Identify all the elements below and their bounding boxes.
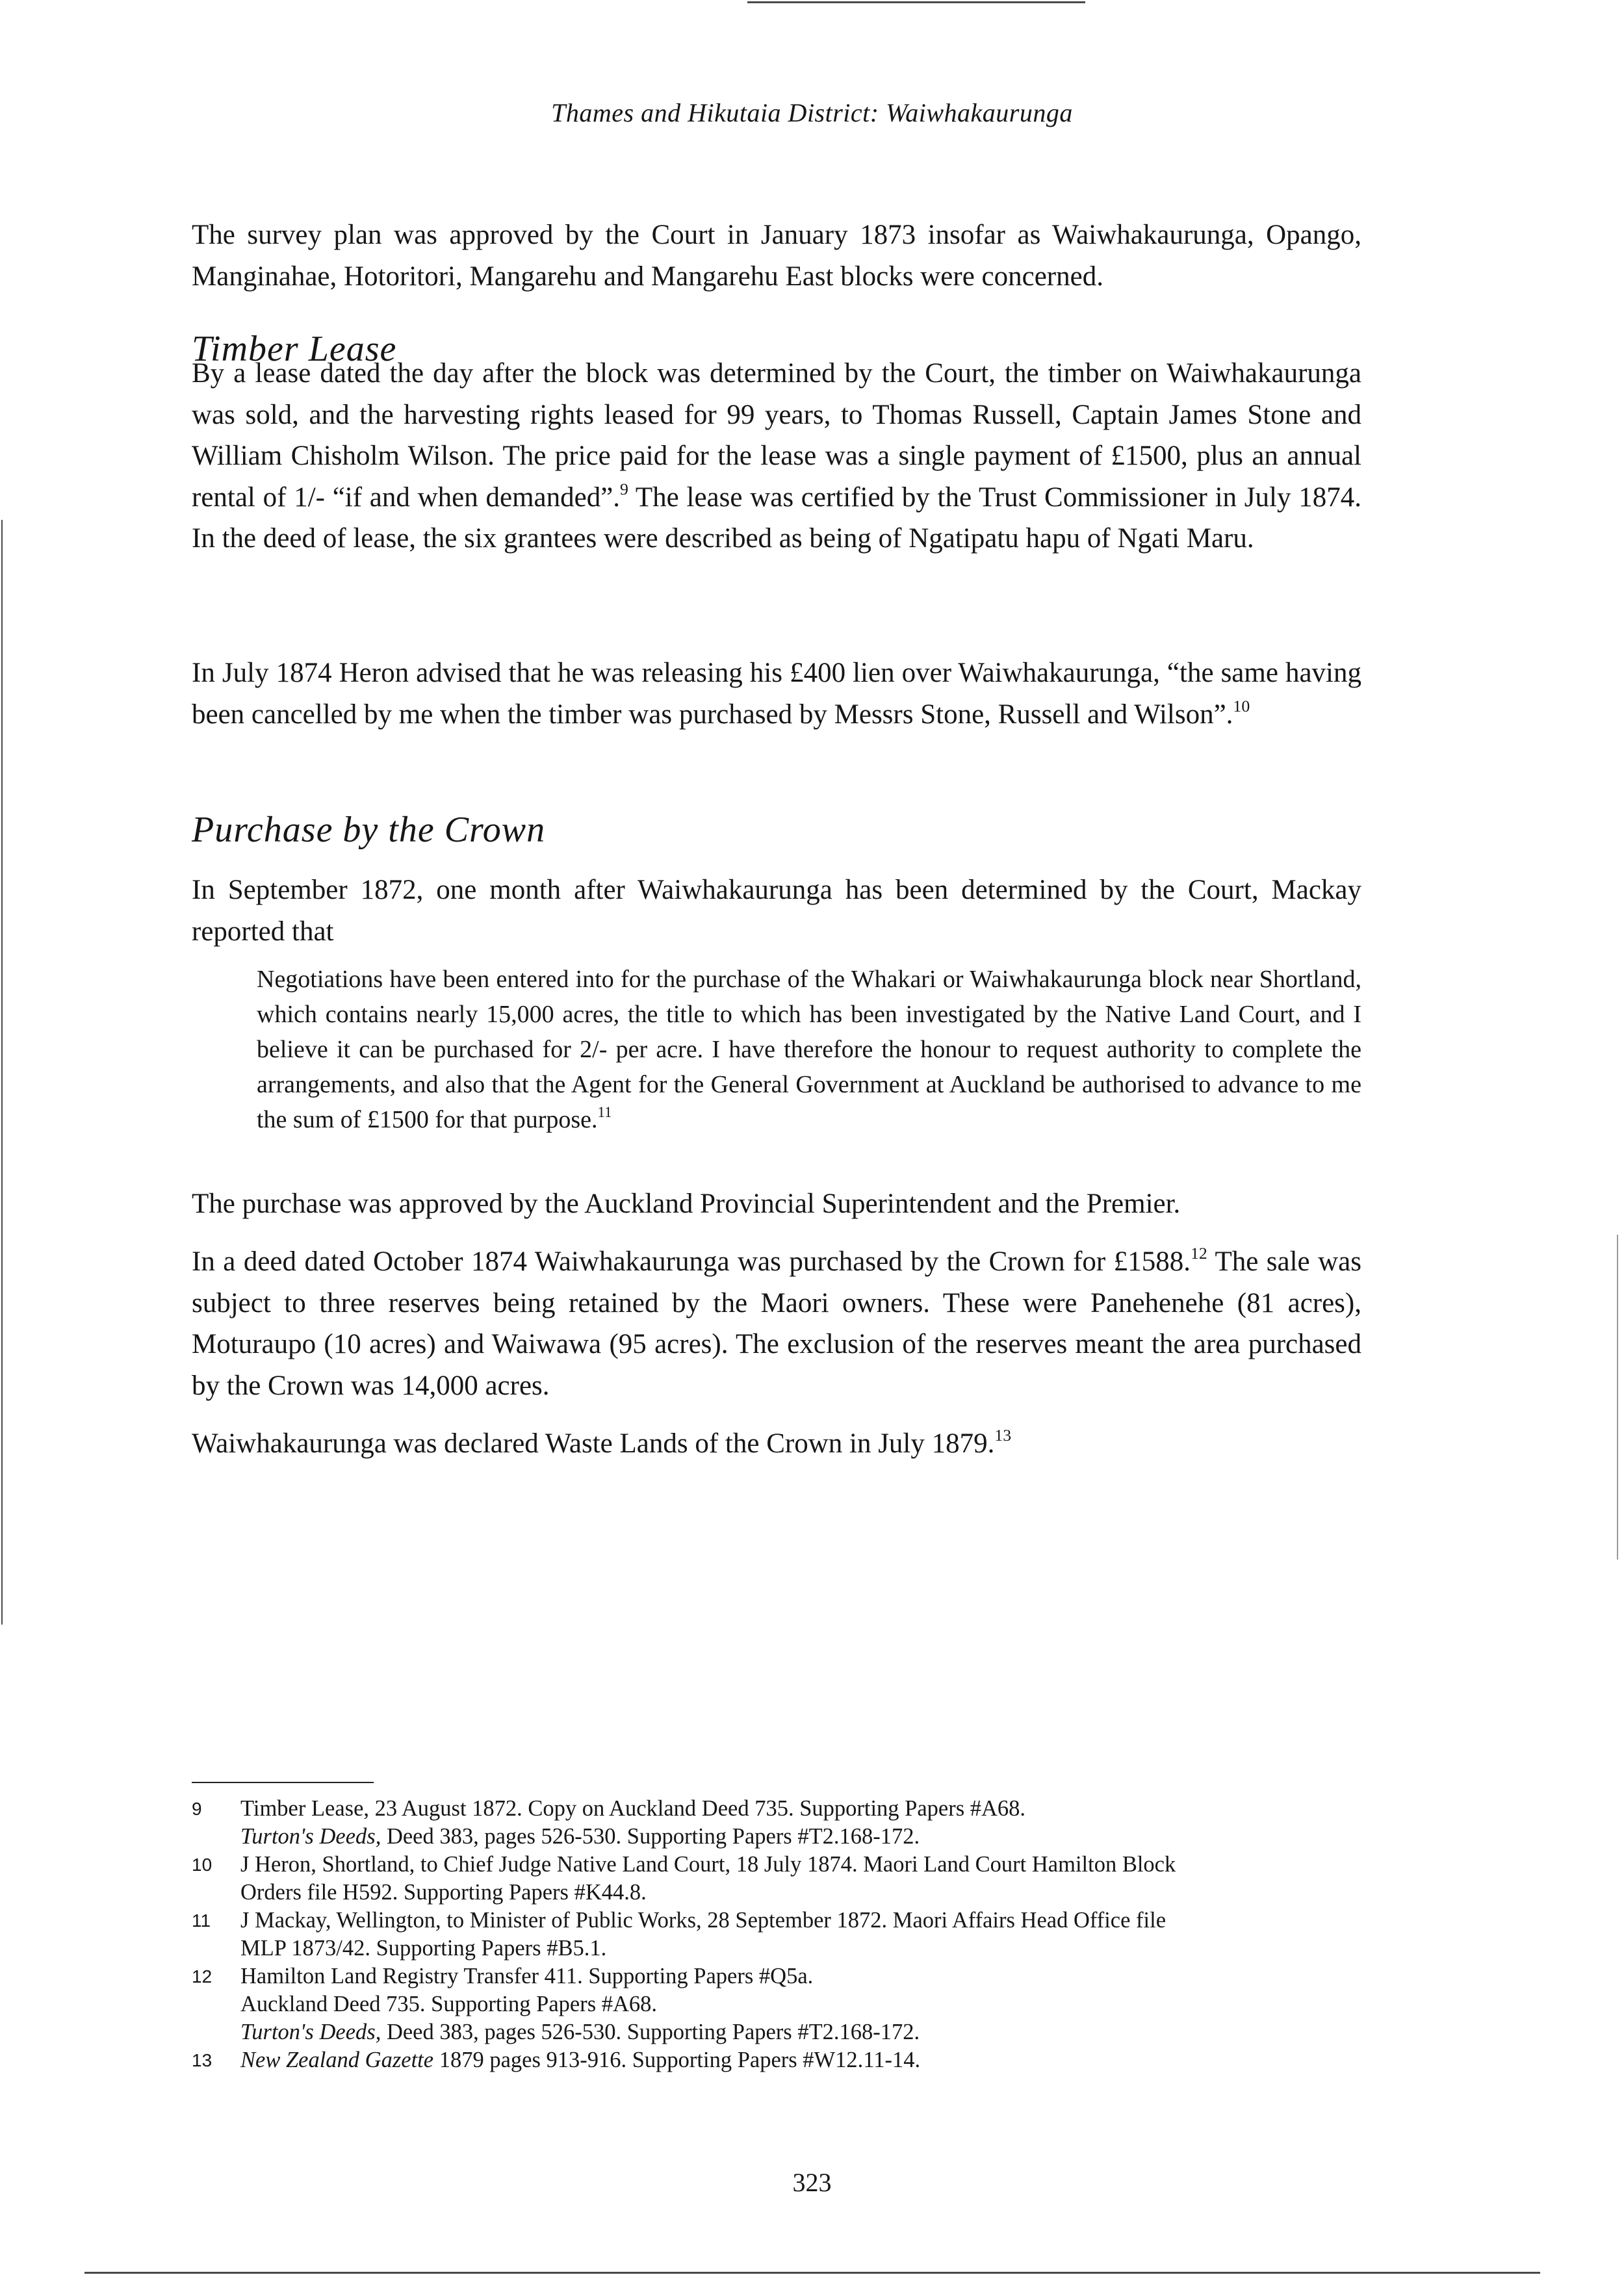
footnote-line (240, 1823, 1374, 1851)
footnote-line: Auckland Deed 735. Supporting Papers #A68. (240, 1992, 658, 2016)
footnote-line: J Mackay, Wellington, to Minister of Public Works, 28 September 1872. Maori Affairs Head Office file (240, 1908, 1166, 1933)
footnote-10 (192, 1851, 1374, 1907)
footnote-text (240, 2046, 1374, 2074)
heading-purchase-by-the-crown: Purchase by the Crown (192, 810, 546, 850)
footnote-italic-title: Turton's Deeds, (240, 1824, 381, 1849)
footnote-number: 13 (192, 2050, 213, 2070)
footnote-text (240, 1795, 1374, 1851)
footnote-line: Hamilton Land Registry Transfer 411. Supporting Papers #Q5a. (240, 1964, 814, 1988)
purchase-paragraph-3-tail: The sale was subject to three reserves being retained by the Maori owners. These were Panehenehe (81 acres), Moturaupo (10 acres) and Waiwawa (95 acres). The exclusion of the reserves meant the area purchased by the Crown was 14,000 acres. (192, 1246, 1361, 1401)
block-quote-text: Negotiations have been entered into for the purchase of the Whakari or Waiwhakaurunga block near Shortland, which contains nearly 15,000 acres, the title to which has been investigated by the Native Land Court, and I believe it can be purchased for 2/- per acre. I have therefore the honour to request authority to complete the arrangements, and also that the Agent for the General Government at Auckland be authorised to advance to me the sum of £1500 for that purpose. (257, 966, 1361, 1133)
footnote-ref-11[interactable]: 11 (597, 1104, 612, 1121)
footnote-italic-title: New Zealand Gazette (240, 2048, 434, 2072)
footnote-line (240, 2018, 1374, 2046)
footnote-text (240, 1907, 1374, 1962)
block-quote (257, 962, 1361, 1137)
footnote-line-rest: 1879 pages 913-916. Supporting Papers #W12.11-14. (433, 2048, 921, 2072)
left-margin-line (1, 520, 3, 1625)
footnote-number: 12 (192, 1966, 213, 1987)
footnote-line: J Heron, Shortland, to Chief Judge Native Land Court, 18 July 1874. Maori Land Court Hamilton Block (240, 1852, 1176, 1877)
footnote-line: Timber Lease, 23 August 1872. Copy on Auckland Deed 735. Supporting Papers #A68. (240, 1796, 1026, 1821)
timber-lease-paragraph-2 (192, 652, 1361, 735)
bottom-rule (84, 2272, 1540, 2274)
footnote-text (240, 1962, 1374, 2046)
timber-lease-paragraph-1-tail: The lease was certified by the Trust Commissioner in July 1874. In the deed of lease, the six grantees were described as being of Ngatipatu hapu of Ngati Maru. (192, 482, 1361, 554)
footnotes-list (192, 1795, 1374, 2074)
purchase-paragraph-2: The purchase was approved by the Auckland Provincial Superintendent and the Premier. (192, 1189, 1181, 1219)
footnote-ref-10[interactable]: 10 (1233, 696, 1250, 715)
right-margin-line (1617, 1235, 1618, 1560)
footnote-text (240, 1851, 1374, 1907)
purchase-paragraph-3 (192, 1241, 1361, 1406)
page-number: 323 (792, 2168, 832, 2197)
footnote-number: 11 (192, 1910, 211, 1931)
footnote-line-rest: Deed 383, pages 526-530. Supporting Papers #T2.168-172. (381, 1824, 920, 1849)
purchase-paragraph-3-text: In a deed dated October 1874 Waiwhakaurunga was purchased by the Crown for £1588. (192, 1246, 1191, 1277)
footnote-ref-13[interactable]: 13 (994, 1425, 1012, 1445)
purchase-paragraph-4-text: Waiwhakaurunga was declared Waste Lands of the Crown in July 1879. (192, 1428, 995, 1459)
intro-paragraph: The survey plan was approved by the Court in January 1873 insofar as Waiwhakaurunga, Opango, Manginahae, Hotoritori, Mangarehu and Mangarehu East blocks were concerned. (192, 220, 1361, 292)
footnote-line: MLP 1873/42. Supporting Papers #B5.1. (240, 1936, 607, 1961)
footnote-ref-12[interactable]: 12 (1190, 1243, 1207, 1263)
footnote-ref-9[interactable]: 9 (620, 479, 628, 498)
footnote-line-rest: Deed 383, pages 526-530. Supporting Papers #T2.168-172. (381, 2020, 920, 2044)
timber-lease-paragraph-1 (192, 353, 1361, 560)
footnote-12 (192, 1962, 1374, 2046)
footnote-number: 10 (192, 1855, 213, 1875)
top-rule (747, 1, 1085, 3)
running-head: Thames and Hikutaia District: Waiwhakaurunga (551, 98, 1073, 127)
footnote-11 (192, 1907, 1374, 1962)
purchase-paragraph-4 (192, 1423, 1361, 1465)
footnote-13 (192, 2046, 1374, 2074)
heading-timber-lease: Timber Lease (192, 329, 397, 369)
footnote-line: Orders file H592. Supporting Papers #K44.8. (240, 1880, 647, 1905)
timber-lease-paragraph-2-text: In July 1874 Heron advised that he was releasing his £400 lien over Waiwhakaurunga, “the same having been cancelled by me when the timber was purchased by Messrs Stone, Russell and Wilson”. (192, 658, 1361, 730)
footnote-separator (192, 1782, 374, 1783)
purchase-paragraph-1: In September 1872, one month after Waiwhakaurunga has been determined by the Court, Mackay reported that (192, 875, 1361, 947)
timber-lease-paragraph-1-text: By a lease dated the day after the block was determined by the Court, the timber on Waiwhakaurunga was sold, and the harvesting rights leased for 99 years, to Thomas Russell, Captain James Stone and William Chisholm Wilson. The price paid for the lease was a single payment of £1500, plus an annual rental of 1/- “if and when demanded”. (192, 358, 1361, 513)
footnote-italic-title: Turton's Deeds, (240, 2020, 381, 2044)
footnote-line (240, 2046, 1374, 2074)
footnote-number: 9 (192, 1799, 202, 1819)
footnote-9 (192, 1795, 1374, 1851)
